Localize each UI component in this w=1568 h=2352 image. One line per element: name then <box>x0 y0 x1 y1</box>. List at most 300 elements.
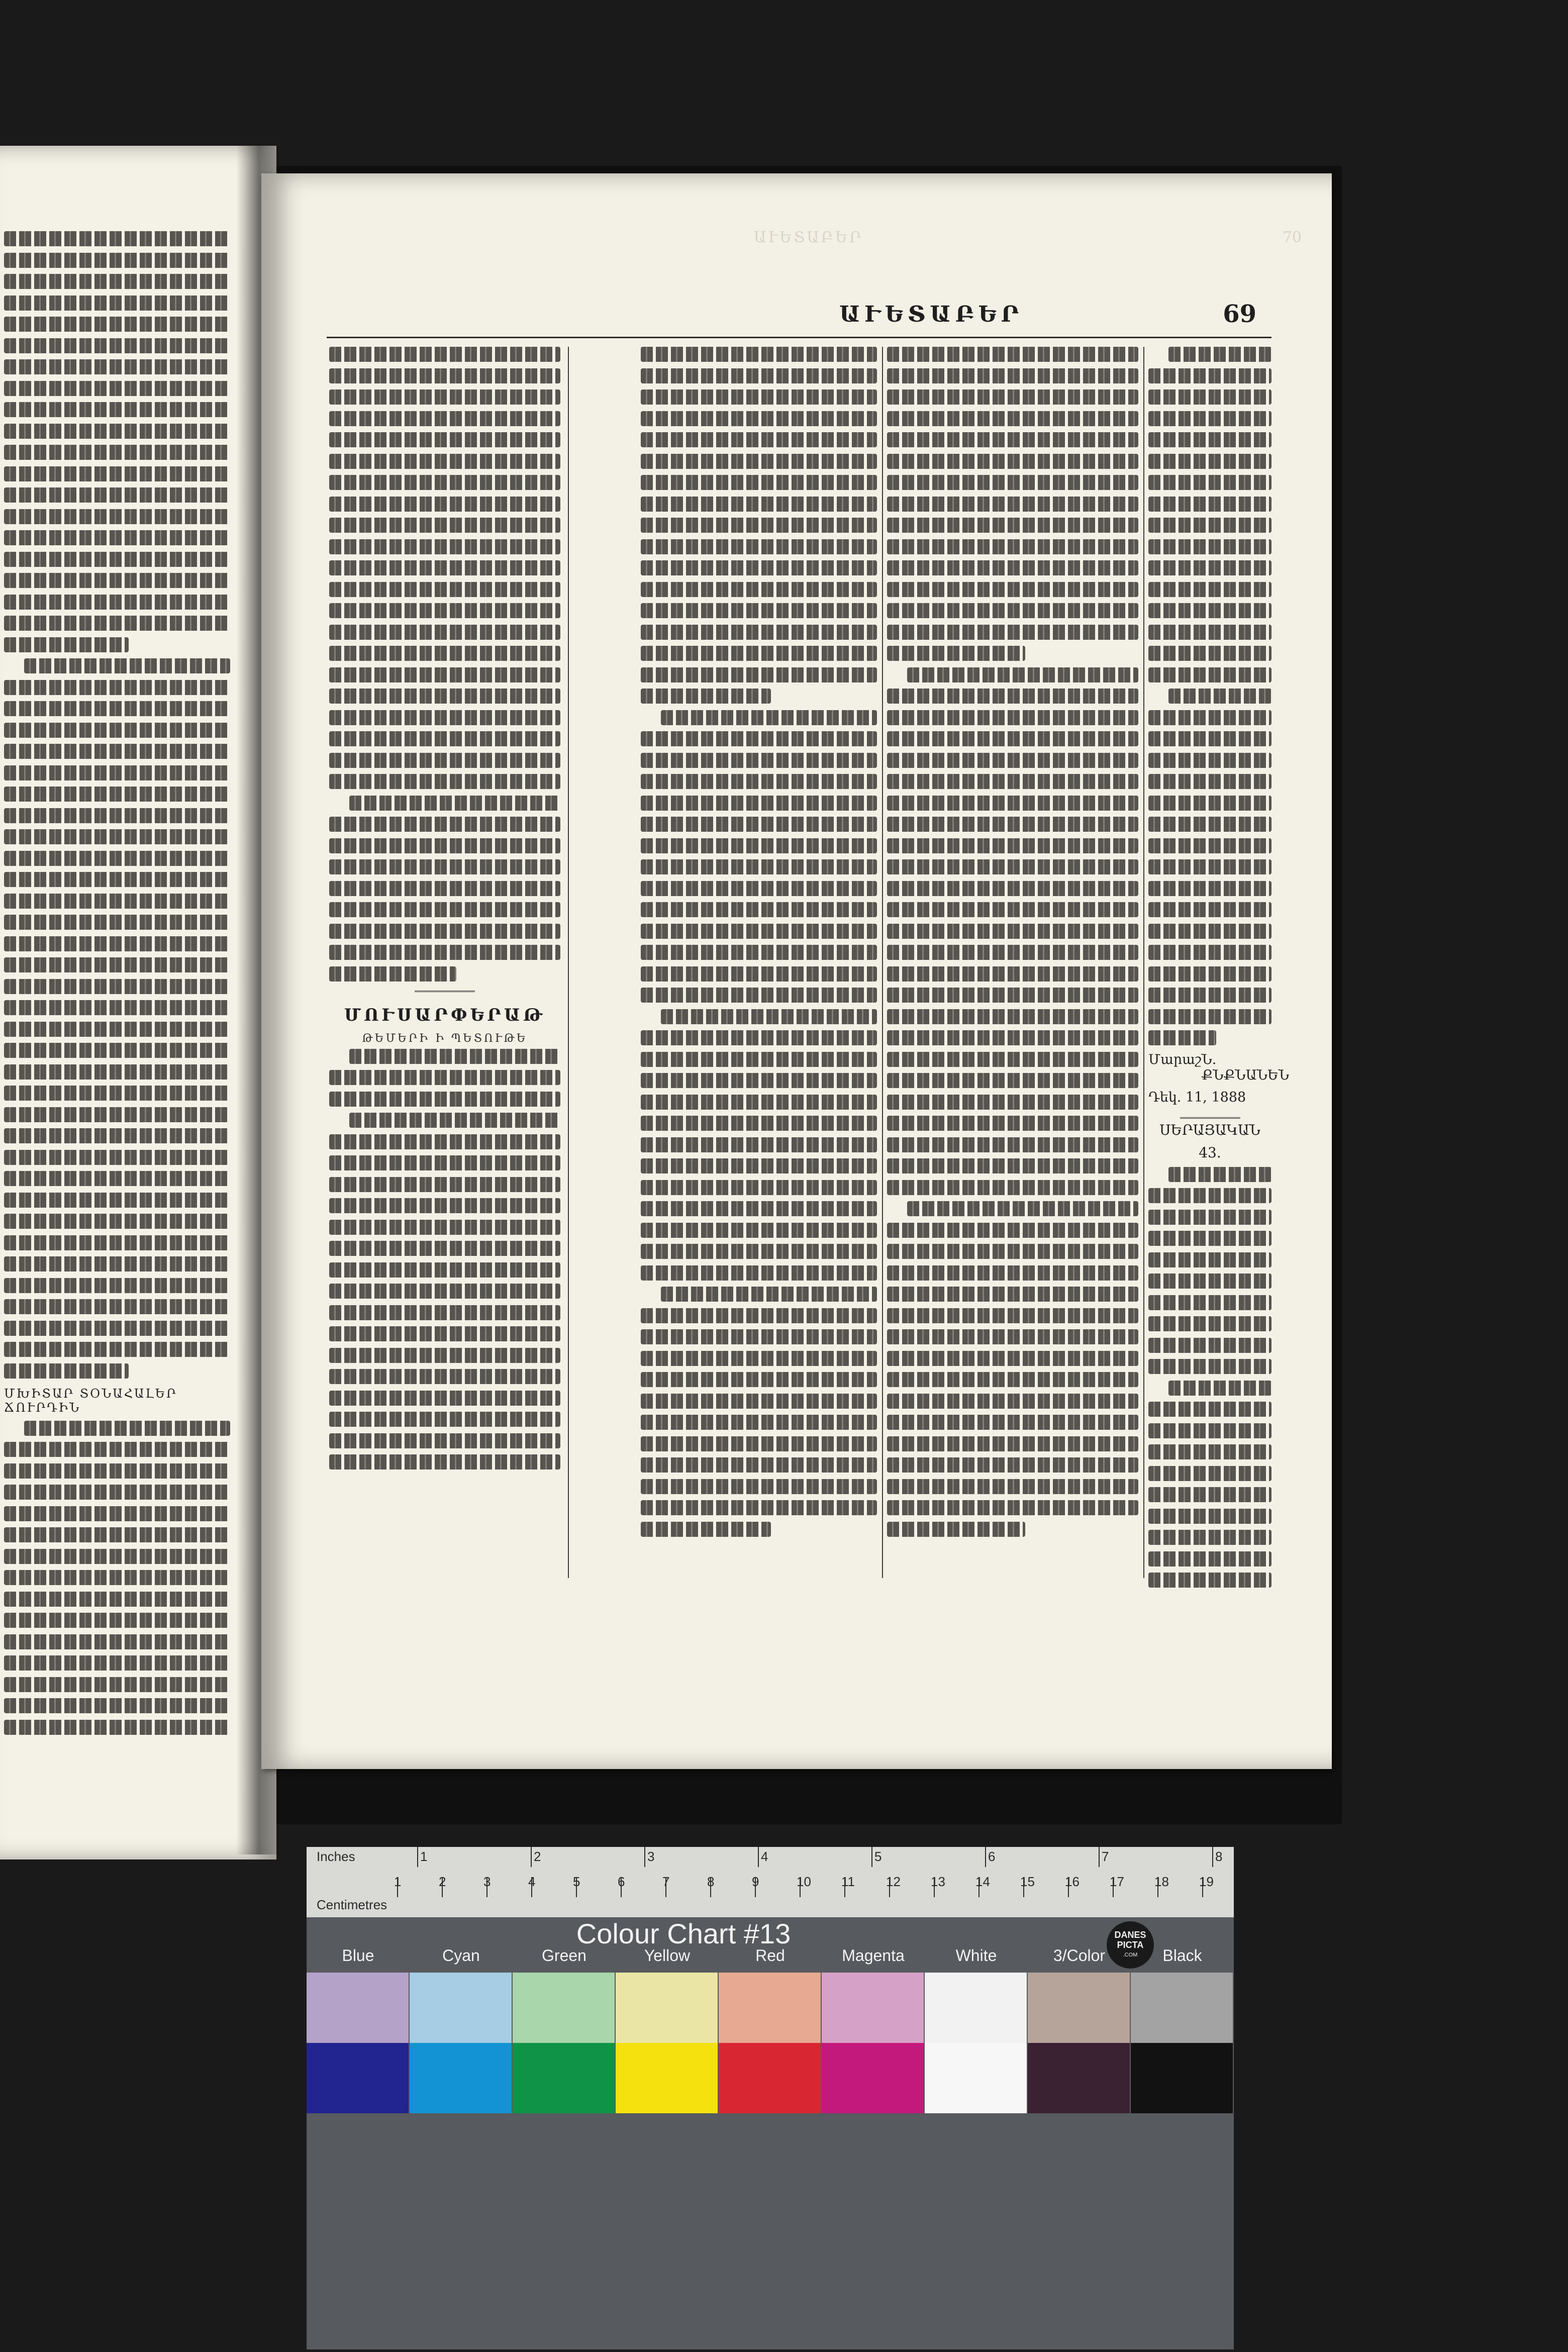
text-line <box>887 1479 1138 1494</box>
ruler-cm-number: 4 <box>528 1874 536 1889</box>
text-line <box>4 573 230 588</box>
text-line <box>329 1262 560 1278</box>
text-line <box>887 796 1138 811</box>
right-page <box>261 173 1332 1769</box>
text-line <box>4 1655 230 1671</box>
text-line <box>4 658 230 673</box>
text-line <box>641 454 877 469</box>
text-line <box>641 497 877 512</box>
text-line <box>329 859 560 874</box>
text-line <box>641 1244 877 1259</box>
text-line <box>1148 1009 1271 1024</box>
text-line <box>329 1391 560 1406</box>
text-line <box>4 1549 230 1564</box>
text-line <box>887 539 1138 554</box>
brand-bottom-text: PICTA <box>1117 1940 1144 1950</box>
text-line <box>4 509 230 524</box>
text-line <box>887 817 1138 832</box>
ruler-inch-tick <box>531 1847 532 1867</box>
text-line <box>4 765 230 780</box>
ruler-cm-number: 19 <box>1199 1874 1214 1889</box>
swatch-bottom-red <box>719 2043 821 2113</box>
colour-chart-title: Colour Chart #13 <box>576 1918 791 1949</box>
text-line <box>887 1436 1138 1451</box>
text-line <box>4 1256 230 1271</box>
text-line <box>4 552 230 567</box>
ruler-inch-tick <box>417 1847 418 1867</box>
text-line <box>329 1134 560 1149</box>
text-line <box>329 518 560 533</box>
text-line <box>1148 667 1271 682</box>
text-line <box>887 1351 1138 1366</box>
text-line <box>329 966 560 982</box>
text-line <box>641 881 877 896</box>
text-line <box>329 838 560 853</box>
text-line <box>887 1415 1138 1430</box>
text-line <box>887 1052 1138 1067</box>
text-line <box>641 945 877 960</box>
text-line <box>329 753 560 768</box>
text-line <box>887 1180 1138 1195</box>
text-line <box>641 1137 877 1152</box>
text-line <box>887 838 1138 853</box>
text-line <box>641 1201 877 1216</box>
text-line <box>641 1095 877 1110</box>
ruler-cm-number: 10 <box>797 1874 811 1889</box>
text-line <box>641 1223 877 1238</box>
text-line <box>4 1214 230 1229</box>
text-line <box>4 1043 230 1058</box>
text-line <box>887 966 1138 982</box>
text-line <box>329 796 560 811</box>
text-line <box>4 231 230 246</box>
text-line <box>887 753 1138 768</box>
text-line <box>641 475 877 490</box>
text-line <box>4 1720 230 1735</box>
ruler-cm-number: 16 <box>1065 1874 1080 1889</box>
ruler-inch-number: 8 <box>1215 1849 1223 1864</box>
ruler-cm-number: 17 <box>1110 1874 1124 1889</box>
swatch-top-cyan <box>410 1973 512 2043</box>
ruler-inch-number: 6 <box>988 1849 996 1864</box>
text-line <box>641 411 877 426</box>
text-line <box>641 582 877 597</box>
text-line <box>1148 838 1271 853</box>
text-line <box>329 454 560 469</box>
text-line <box>641 731 877 746</box>
text-column-1 <box>329 347 560 1476</box>
text-line <box>4 936 230 951</box>
text-line <box>887 1287 1138 1302</box>
running-head: ԱՒԵՏԱԲԵՐ <box>839 302 1024 327</box>
text-line <box>4 1677 230 1692</box>
text-line <box>4 530 230 545</box>
text-line <box>641 1394 877 1409</box>
ruler-inch-number: 3 <box>647 1849 655 1864</box>
text-line <box>641 1265 877 1281</box>
text-line <box>641 603 877 618</box>
text-line <box>329 411 560 426</box>
text-line <box>329 1049 560 1064</box>
text-line <box>641 389 877 405</box>
text-line <box>329 1326 560 1341</box>
page-number: 69 <box>1223 300 1256 328</box>
text-line <box>1148 1210 1271 1225</box>
text-line <box>887 1116 1138 1131</box>
text-line <box>4 402 230 417</box>
text-line <box>1148 1338 1271 1353</box>
ruler-inches-label: Inches <box>317 1849 355 1864</box>
text-line <box>4 381 230 396</box>
text-line <box>887 432 1138 447</box>
swatch-top-3-color <box>1028 1973 1130 2043</box>
text-line <box>4 723 230 738</box>
ruler-cm-number: 6 <box>618 1874 625 1889</box>
text-line <box>4 1442 230 1457</box>
text-line <box>1148 902 1271 917</box>
text-line <box>4 1128 230 1143</box>
ruler-cm-number: 15 <box>1020 1874 1035 1889</box>
text-line <box>4 1086 230 1101</box>
text-line <box>4 1107 230 1122</box>
swatch-top-yellow <box>616 1973 718 2043</box>
text-line <box>4 317 230 332</box>
text-line <box>1148 966 1271 982</box>
text-line <box>641 432 877 447</box>
text-line <box>887 667 1138 682</box>
text-line <box>329 774 560 789</box>
text-line <box>329 1241 560 1256</box>
text-line <box>1148 924 1271 939</box>
ruler-inch-number: 4 <box>761 1849 768 1864</box>
text-line <box>887 497 1138 512</box>
swatch-top-magenta <box>822 1973 924 2043</box>
text-line <box>641 902 877 917</box>
text-line <box>1148 753 1271 768</box>
text-line <box>4 701 230 716</box>
text-line <box>641 347 877 362</box>
text-line <box>1148 539 1271 554</box>
text-line <box>1148 1530 1271 1545</box>
swatch-label: 3/Color <box>1053 1946 1106 1965</box>
text-column-4 <box>1148 347 1290 1594</box>
text-line <box>4 957 230 972</box>
dateline-place: Մարաշ <box>1148 1051 1202 1067</box>
text-line <box>887 454 1138 469</box>
text-line <box>329 646 560 661</box>
text-line <box>4 595 230 610</box>
text-line <box>4 487 230 503</box>
text-line <box>887 347 1138 362</box>
text-line <box>887 646 1138 661</box>
text-line <box>329 924 560 939</box>
text-line <box>4 1342 230 1357</box>
section-title: ՄՈՒՍԱՐՓԵՐԱԹ <box>344 1005 546 1025</box>
text-line <box>641 1180 877 1195</box>
text-line <box>887 689 1138 704</box>
text-line <box>329 689 560 704</box>
text-line <box>887 1457 1138 1473</box>
text-line <box>887 924 1138 939</box>
text-line <box>887 389 1138 405</box>
text-line <box>1148 731 1271 746</box>
text-line <box>887 1201 1138 1216</box>
swatch-top-white <box>925 1973 1027 2043</box>
text-line <box>1148 582 1271 597</box>
text-line <box>329 475 560 490</box>
text-line <box>1148 603 1271 618</box>
ruler-cm-number: 5 <box>573 1874 580 1889</box>
ruler-cm-number: 8 <box>707 1874 715 1889</box>
text-line <box>641 1052 877 1067</box>
text-line <box>4 894 230 909</box>
text-line <box>1148 1273 1271 1289</box>
text-line <box>329 1220 560 1235</box>
text-line <box>641 1351 877 1366</box>
text-column-3 <box>887 347 1138 1543</box>
text-line <box>329 539 560 554</box>
swatch-bottom-green <box>513 2043 615 2113</box>
text-line <box>1148 646 1271 661</box>
text-line <box>887 1137 1138 1152</box>
swatch-label: Black <box>1162 1946 1202 1965</box>
text-line <box>887 1030 1138 1045</box>
text-line <box>887 1223 1138 1238</box>
text-line <box>887 603 1138 618</box>
text-line <box>4 808 230 823</box>
header-rule <box>327 337 1271 338</box>
text-line <box>4 1321 230 1336</box>
text-line <box>4 1064 230 1080</box>
text-line <box>329 1113 560 1128</box>
text-line <box>887 1009 1138 1024</box>
text-line <box>1148 1487 1271 1502</box>
colour-chart <box>307 1847 1234 2349</box>
text-line <box>1148 1551 1271 1566</box>
text-line <box>641 1116 877 1131</box>
text-line <box>641 838 877 853</box>
text-line <box>641 646 877 661</box>
ruler-inch-number: 7 <box>1102 1849 1109 1864</box>
text-line <box>1148 1381 1271 1396</box>
swatch-label: Yellow <box>644 1946 691 1965</box>
text-line <box>329 1348 560 1363</box>
text-line <box>4 338 230 353</box>
text-line <box>4 1000 230 1015</box>
text-line <box>4 1506 230 1521</box>
text-line <box>1148 368 1271 383</box>
dateline-date: Դեկ. 11, 1888 <box>1148 1089 1246 1105</box>
text-line <box>4 1570 230 1585</box>
text-line <box>887 518 1138 533</box>
text-line <box>4 1022 230 1037</box>
text-line <box>887 1329 1138 1344</box>
text-line <box>4 274 230 289</box>
text-line <box>4 1278 230 1293</box>
text-line <box>1148 1444 1271 1459</box>
column-rule-1 <box>568 347 569 1578</box>
text-line <box>4 680 230 695</box>
text-line <box>887 1372 1138 1387</box>
text-line <box>329 368 560 383</box>
text-line <box>887 1394 1138 1409</box>
swatch-bottom-3-color <box>1028 2043 1130 2113</box>
text-line <box>887 988 1138 1003</box>
series-heading: ՍԵՐԱՅԱԿԱՆ <box>1159 1121 1260 1138</box>
text-line <box>329 1412 560 1427</box>
text-line <box>4 466 230 481</box>
swatch-bottom-cyan <box>410 2043 512 2113</box>
text-line <box>1148 1573 1271 1588</box>
text-line <box>329 497 560 512</box>
left-page-heading: ՄԽԻՏԱՐ ՏՕՆԱՀԱԼԵՐ ՃՈՒՐԴԻՆ <box>4 1386 177 1415</box>
text-line <box>641 1073 877 1088</box>
text-line <box>887 710 1138 725</box>
ruler-cm-number: 13 <box>931 1874 945 1889</box>
text-line <box>329 1177 560 1192</box>
ruler-inch-number: 5 <box>874 1849 882 1864</box>
swatch-bottom-magenta <box>822 2043 924 2113</box>
text-line <box>641 667 877 682</box>
text-line <box>1148 1316 1271 1331</box>
text-line <box>1148 881 1271 896</box>
text-line <box>887 774 1138 789</box>
text-line <box>1148 859 1271 874</box>
text-line <box>1148 1188 1271 1203</box>
ruler-cm-number: 11 <box>841 1874 855 1889</box>
text-line <box>1148 774 1271 789</box>
text-line <box>641 1436 877 1451</box>
left-page-text-column <box>4 231 230 1741</box>
text-line <box>4 979 230 994</box>
ruler-inch-tick <box>1099 1847 1100 1867</box>
text-line <box>4 1421 230 1436</box>
text-line <box>887 1522 1138 1537</box>
text-line <box>329 1070 560 1085</box>
text-line <box>329 731 560 746</box>
text-line <box>1148 347 1271 362</box>
text-line <box>887 1073 1138 1088</box>
text-line <box>4 1698 230 1713</box>
text-line <box>329 582 560 597</box>
text-line <box>887 475 1138 490</box>
text-line <box>1148 710 1271 725</box>
text-line <box>4 1193 230 1208</box>
text-line <box>329 881 560 896</box>
text-line <box>4 1235 230 1250</box>
ruler-inch-tick <box>985 1847 986 1867</box>
text-line <box>4 616 230 631</box>
text-line <box>1148 1402 1271 1417</box>
text-line <box>329 603 560 618</box>
text-line <box>329 389 560 405</box>
swatch-label: Magenta <box>842 1946 905 1965</box>
text-line <box>4 1171 230 1186</box>
text-line <box>4 744 230 759</box>
text-line <box>641 368 877 383</box>
text-line <box>329 667 560 682</box>
text-line <box>1148 689 1271 704</box>
text-line <box>887 731 1138 746</box>
text-line <box>641 1158 877 1173</box>
series-divider <box>1180 1117 1240 1119</box>
swatch-top-blue <box>307 1973 409 2043</box>
text-line <box>4 637 230 652</box>
text-line <box>1148 475 1271 490</box>
swatch-bottom-white <box>925 2043 1027 2113</box>
column-rule-3 <box>1143 347 1144 1578</box>
text-line <box>641 710 877 725</box>
text-line <box>329 1198 560 1213</box>
text-line <box>329 1155 560 1170</box>
text-line <box>4 787 230 802</box>
text-line <box>641 625 877 640</box>
text-line <box>1148 625 1271 640</box>
text-line <box>1148 454 1271 469</box>
text-line <box>887 368 1138 383</box>
text-line <box>329 1305 560 1320</box>
text-line <box>1148 1231 1271 1246</box>
swatch-bottom-yellow <box>616 2043 718 2113</box>
text-line <box>1148 518 1271 533</box>
text-line <box>4 872 230 887</box>
ruler-cm-number: 12 <box>886 1874 901 1889</box>
swatch-top-red <box>719 1973 821 2043</box>
text-line <box>1148 1167 1271 1182</box>
text-line <box>4 1613 230 1628</box>
show-through-running-head: ԱՒԵՏԱԲԵՐ <box>754 229 863 246</box>
ruler-inch-tick <box>871 1847 872 1867</box>
text-line <box>329 817 560 832</box>
text-line <box>329 1433 560 1448</box>
text-line <box>329 1454 560 1469</box>
series-number: 43. <box>1199 1144 1221 1161</box>
text-line <box>329 625 560 640</box>
text-line <box>887 560 1138 575</box>
text-line <box>641 817 877 832</box>
text-line <box>1148 411 1271 426</box>
ruler-cm-number: 18 <box>1154 1874 1169 1889</box>
ruler-inch-number: 1 <box>420 1849 428 1864</box>
text-line <box>1148 389 1271 405</box>
text-line <box>329 902 560 917</box>
text-line <box>641 560 877 575</box>
text-line <box>4 1299 230 1314</box>
section-divider <box>415 991 475 992</box>
text-line <box>641 1009 877 1024</box>
text-line <box>887 1095 1138 1110</box>
text-line <box>1148 817 1271 832</box>
text-line <box>1148 988 1271 1003</box>
swatch-label: Red <box>755 1946 785 1965</box>
text-line <box>887 411 1138 426</box>
text-line <box>641 924 877 939</box>
swatch-bottom-black <box>1131 2043 1233 2113</box>
text-line <box>1148 560 1271 575</box>
text-line <box>641 518 877 533</box>
text-line <box>887 1500 1138 1515</box>
text-line <box>1148 945 1271 960</box>
ruler-cm-number: 2 <box>439 1874 446 1889</box>
text-line <box>641 1372 877 1387</box>
text-line <box>329 710 560 725</box>
swatch-top-black <box>1131 1973 1233 2043</box>
text-line <box>887 945 1138 960</box>
text-line <box>887 902 1138 917</box>
text-line <box>641 1329 877 1344</box>
text-line <box>641 1522 877 1537</box>
text-line <box>641 689 877 704</box>
